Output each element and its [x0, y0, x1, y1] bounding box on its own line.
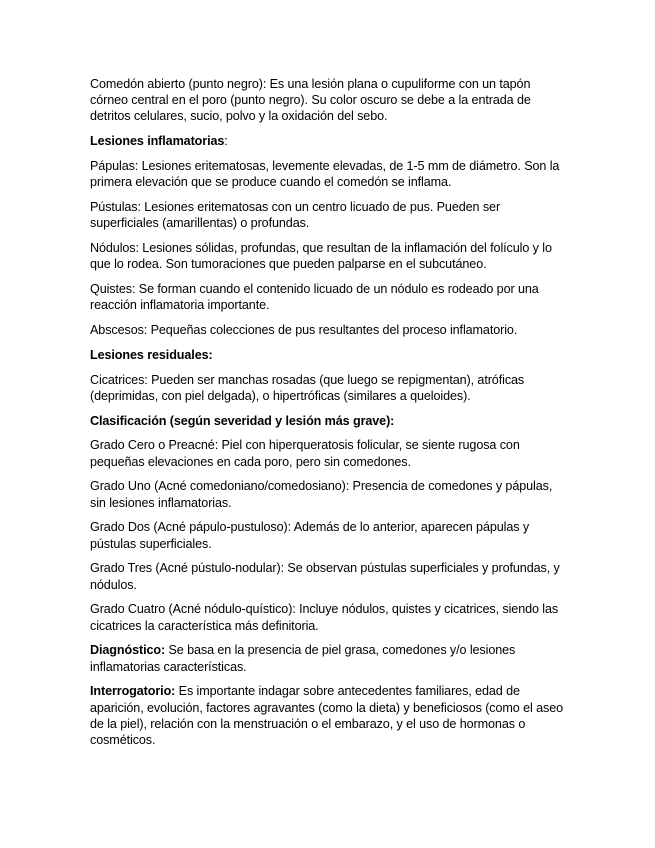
- lesiones-inflamatorias-heading-text: Lesiones inflamatorias: [90, 134, 225, 149]
- interrogatorio-text: Es importante indagar sobre antecedentes familiares, edad de aparición, evolución, factores agravantes (como la dieta) y beneficiosos (como el aseo de la piel), relación con la menstruación o el embarazo, y el uso de hormonas o cosméticos.: [90, 684, 564, 747]
- comedon-abierto-paragraph: Comedón abierto (punto negro): Es una lesión plana o cupuliforme con un tapón córneo central en el poro (punto negro). Su color oscuro se debe a la entrada de detritos celulares, sucio, polvo y la oxidación del sebo.: [90, 77, 531, 124]
- diagnostico-label: Diagnóstico:: [90, 643, 166, 658]
- diagnostico-paragraph: [90, 642, 568, 674]
- pustulas-paragraph: Pústulas: Lesiones eritematosas con un centro licuado de pus. Pueden ser superficiales (amarillentas) o profundas.: [90, 200, 501, 231]
- lesiones-inflamatorias-heading-colon: :: [224, 134, 228, 149]
- cicatrices-paragraph: Cicatrices: Pueden ser manchas rosadas (que luego se repigmentan), atróficas (deprimidas, con piel delgada), o hipertróficas (similares a queloides).: [90, 372, 525, 403]
- abscesos-paragraph: Abscesos: Pequeñas colecciones de pus resultantes del proceso inflamatorio.: [90, 323, 518, 337]
- interrogatorio-paragraph: [90, 683, 568, 748]
- diagnostico-text: Se basa en la presencia de piel grasa, comedones y/o lesiones inflamatorias características.: [90, 643, 516, 674]
- lesiones-residuales-heading: Lesiones residuales:: [90, 347, 213, 362]
- lesiones-inflamatorias-heading: [90, 133, 568, 149]
- grado-uno-paragraph: Grado Uno (Acné comedoniano/comedosiano): Presencia de comedones y pápulas, sin lesiones inflamatorias.: [90, 479, 553, 510]
- nodulos-paragraph: Nódulos: Lesiones sólidas, profundas, que resultan de la inflamación del folículo y lo que lo rodea. Son tumoraciones que pueden palparse en el subcutáneo.: [90, 241, 552, 272]
- interrogatorio-label: Interrogatorio:: [90, 684, 176, 699]
- clasificacion-heading: Clasificación (según severidad y lesión más grave):: [90, 413, 395, 428]
- grado-cero-paragraph: Grado Cero o Preacné: Piel con hiperqueratosis folicular, se siente rugosa con pequeñas elevaciones en cada poro, pero sin comedones.: [90, 438, 520, 469]
- papulas-paragraph: Pápulas: Lesiones eritematosas, levemente elevadas, de 1-5 mm de diámetro. Son la primera elevación que se produce cuando el comedón se inflama.: [90, 159, 560, 190]
- grado-tres-paragraph: Grado Tres (Acné pústulo-nodular): Se observan pústulas superficiales y profundas, y nódulos.: [90, 561, 560, 592]
- grado-cuatro-paragraph: Grado Cuatro (Acné nódulo-quístico): Incluye nódulos, quistes y cicatrices, siendo las cicatrices la característica más definitoria.: [90, 602, 559, 633]
- quistes-paragraph: Quistes: Se forman cuando el contenido licuado de un nódulo es rodeado por una reacción inflamatoria importante.: [90, 282, 539, 313]
- grado-dos-paragraph: Grado Dos (Acné pápulo-pustuloso): Además de lo anterior, aparecen pápulas y pústulas superficiales.: [90, 520, 530, 551]
- document-page: [90, 76, 568, 757]
